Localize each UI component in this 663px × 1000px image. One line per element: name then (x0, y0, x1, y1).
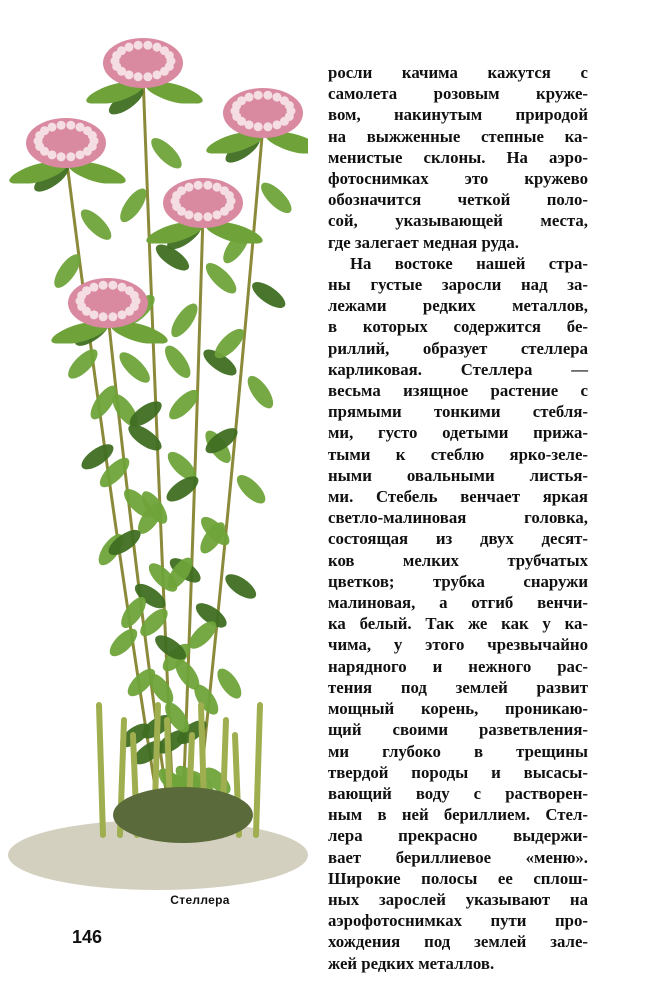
text-line: ка белый. Так же как у ка- (328, 614, 588, 634)
body-text (328, 62, 588, 974)
text-line: ми. Стебель венчает яркая (328, 487, 588, 507)
text-line: вает бериллиевое «меню». (328, 847, 588, 867)
leaf (221, 570, 260, 604)
flower-floret (263, 122, 272, 131)
leaf (115, 185, 151, 227)
leaf (248, 277, 289, 312)
leaf (232, 471, 269, 508)
flower-floret (143, 72, 152, 81)
text-line: ми, густо одетыми прижа- (328, 423, 588, 443)
stellera-plant-illustration (8, 15, 308, 895)
leaf (115, 348, 155, 388)
flower-floret (108, 281, 117, 290)
text-line: тыми к стеблю ярко-зеле- (328, 444, 588, 464)
root-shoot (99, 705, 103, 835)
flower-floret (66, 121, 75, 130)
plant-leaves (8, 78, 308, 805)
text-line: цветков; трубка снаружи (328, 571, 588, 591)
text-line: фотоснимках это кружево (328, 169, 588, 189)
text-line: ков мелких трубчатых (328, 550, 588, 570)
text-line: карликовая. Стеллера — (328, 359, 588, 379)
flower-floret (90, 283, 99, 292)
flower-floret (88, 131, 97, 140)
text-line: нарядного и нежного рас- (328, 656, 588, 676)
text-line: росли качима кажутся с (328, 63, 588, 82)
flower-floret (99, 312, 108, 321)
flower-floret (273, 120, 282, 129)
flower-floret (203, 181, 212, 190)
flower-floret (99, 281, 108, 290)
text-line: Широкие полосы ее сплош- (328, 868, 588, 888)
flower-floret (213, 210, 222, 219)
leaf (147, 133, 187, 173)
flower-floret (194, 212, 203, 221)
text-line: светло-малиновая головка, (328, 508, 588, 528)
leaf (163, 472, 203, 507)
figure-caption: Стеллера (170, 893, 230, 907)
text-line: ным в ней бериллием. Стел- (328, 805, 588, 825)
text-line: хождения под землей зале- (328, 932, 588, 952)
flower-floret (134, 72, 143, 81)
flower-floret (263, 91, 272, 100)
text-line: На востоке нашей стра- (350, 253, 588, 273)
flower-floret (185, 183, 194, 192)
flower-floret (285, 101, 294, 110)
flower-floret (48, 123, 57, 132)
text-line: вающий воду с растворен- (328, 783, 588, 803)
text-line: ными овальными листья- (328, 465, 588, 485)
flower-floret (254, 122, 263, 131)
flower-floret (134, 41, 143, 50)
text-line: жей редких металлов. (328, 953, 495, 973)
text-line: твердой породы и высасы- (328, 762, 588, 782)
text-line: лежами редких металлов, (328, 296, 588, 316)
leaf (124, 420, 165, 455)
flower-floret (57, 152, 66, 161)
flower-floret (203, 212, 212, 221)
flower-floret (76, 150, 85, 159)
leaf (160, 342, 195, 382)
page-number: 146 (72, 927, 103, 947)
text-line: аэрофотоснимках пути про- (328, 911, 588, 931)
root-mass (113, 787, 253, 843)
text-line: риллий, образует стеллера (328, 338, 588, 358)
flower-floret (130, 291, 139, 300)
leaf (166, 300, 202, 342)
flower-floret (118, 310, 127, 319)
text-line: тения под землей развит (328, 677, 588, 697)
text-line: самолета розовым круже- (328, 84, 588, 104)
leaf (201, 258, 241, 298)
flower-floret (165, 51, 174, 60)
text-line: малиновая, а отгиб венчи- (328, 593, 588, 613)
text-line: щий своими разветвления- (328, 720, 588, 740)
root-shoot (256, 705, 260, 835)
text-line: обозначится четкой поло- (328, 190, 588, 210)
text-line: ми глубоко в трещины (328, 741, 588, 761)
flower-floret (225, 191, 234, 200)
text-line: прямыми тонкими стебля- (328, 402, 588, 422)
text-line: весьма изящное растение с (328, 381, 588, 401)
flower-floret (125, 43, 134, 52)
leaf (243, 372, 278, 412)
text-line: лера прекрасно выдержи- (328, 826, 588, 846)
text-line: вом, накинутым природой (328, 105, 588, 125)
text-line: сой, указывающей места, (328, 211, 588, 231)
flower-floret (245, 93, 254, 102)
leaf (76, 205, 116, 245)
flower-floret (108, 312, 117, 321)
leaf (213, 665, 246, 703)
text-line: менистые склоны. На аэро- (328, 147, 588, 167)
text-line: на выжженные степные ка- (328, 126, 588, 146)
leaf (256, 178, 296, 218)
text-line: мощный корень, проникаю- (328, 699, 588, 719)
text-line: состоящая из двух десят- (328, 529, 588, 549)
flower-floret (57, 121, 66, 130)
flower-floret (194, 181, 203, 190)
flower-floret (66, 152, 75, 161)
flower-floret (143, 41, 152, 50)
text-line: ны густые заросли над за- (328, 275, 588, 295)
text-line: ных зарослей указывают на (328, 889, 588, 909)
flower-floret (254, 91, 263, 100)
text-line: в которых содержится бе- (328, 317, 588, 337)
text-line: где залегает медная руда. (328, 232, 519, 252)
text-line: чима, у этого чрезвычайно (328, 635, 588, 655)
flower-floret (153, 70, 162, 79)
